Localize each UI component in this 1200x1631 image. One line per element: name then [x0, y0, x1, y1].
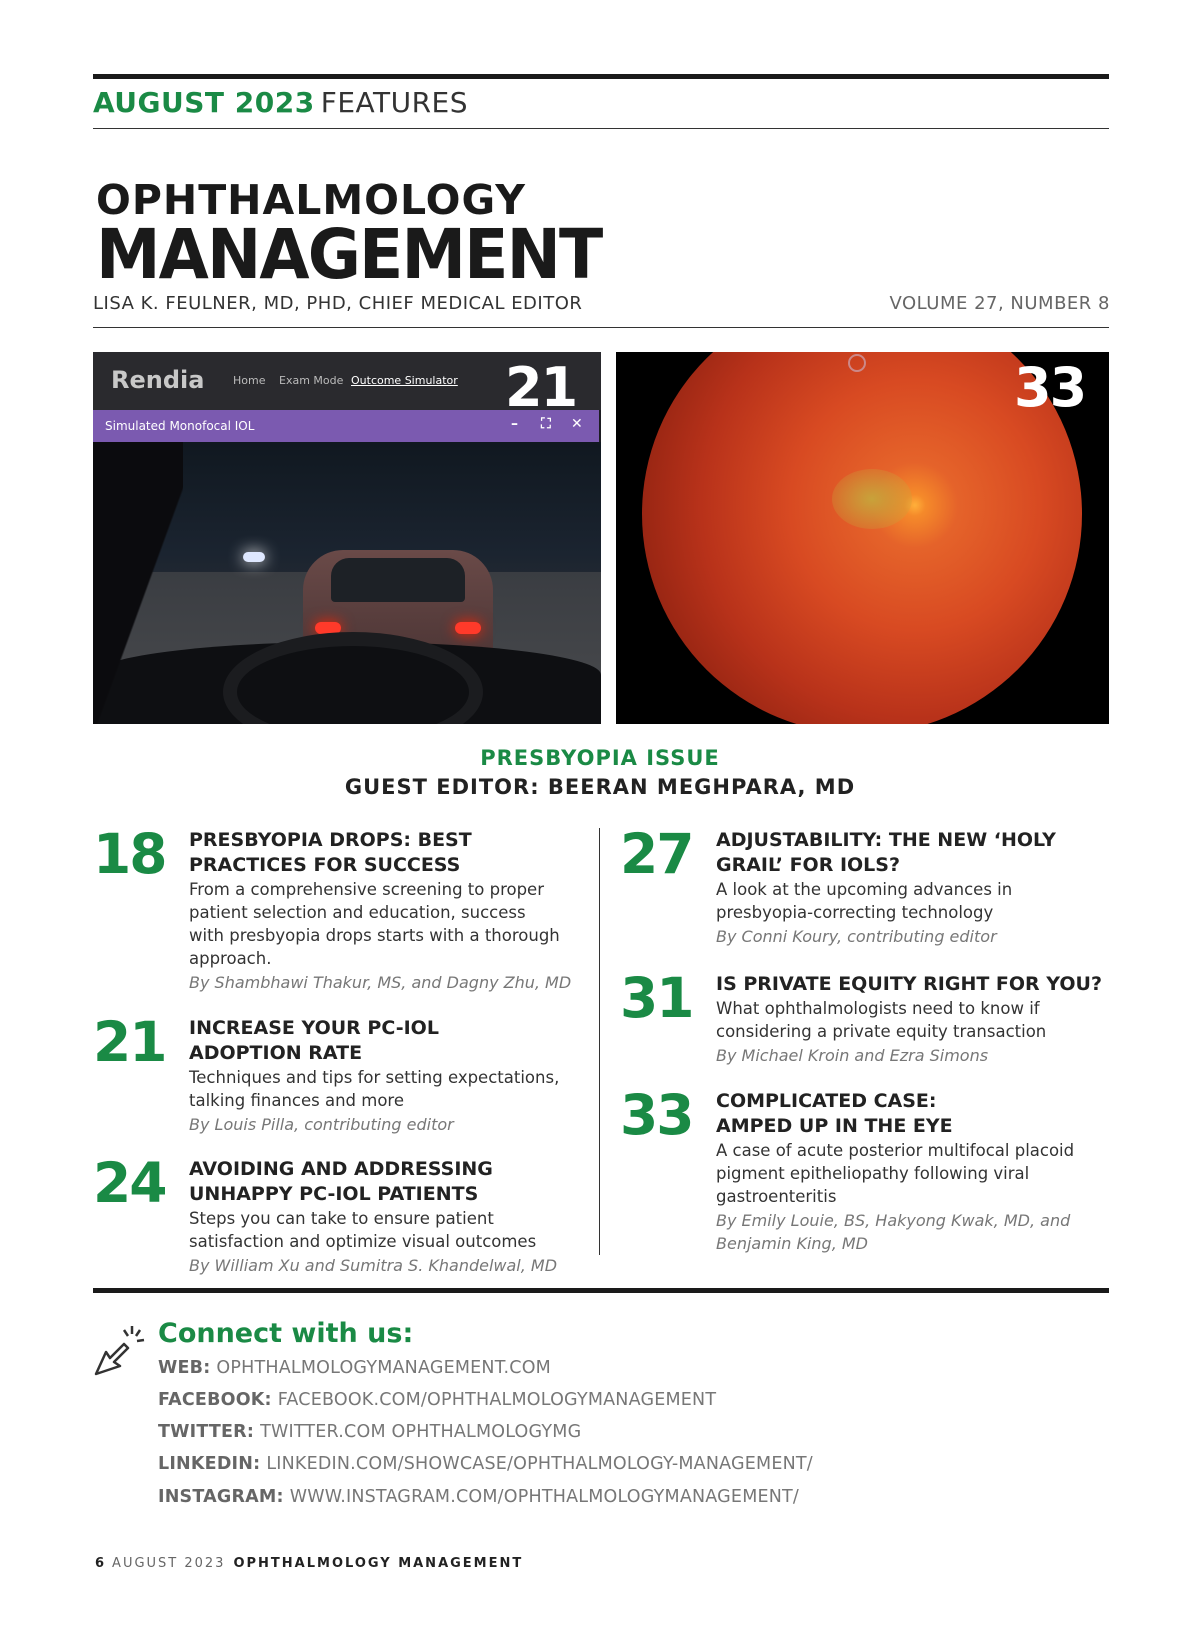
social-link: LINKEDIN.COM/SHOWCASE/OPHTHALMOLOGY-MANAGEMENT/	[266, 1454, 813, 1474]
article-page-number: 21	[93, 1010, 166, 1074]
nav-outcome-simulator: Outcome Simulator	[351, 374, 458, 387]
night-driving-scene	[93, 442, 601, 724]
header-section: FEATURES	[320, 86, 469, 119]
logo-line-1: OPHTHALMOLOGY	[96, 176, 526, 224]
article-title: COMPLICATED CASE: AMPED UP IN THE EYE	[716, 1090, 953, 1137]
article-description: Techniques and tips for setting expectations, talking finances and more	[189, 1068, 560, 1110]
article-byline: By William Xu and Sumitra S. Khandelwal, MD	[189, 1256, 558, 1275]
article-page-number: 31	[620, 966, 693, 1030]
article-byline: By Louis Pilla, contributing editor	[189, 1115, 454, 1134]
article-byline: By Conni Koury, contributing editor	[716, 927, 997, 946]
header-month: AUGUST 2023	[93, 86, 315, 119]
masthead-rule	[93, 327, 1109, 328]
cursor-click-icon	[90, 1322, 150, 1382]
guest-editor: GUEST EDITOR: BEERAN MEGHPARA, MD	[344, 775, 856, 799]
social-instagram[interactable]: INSTAGRAM: WWW.INSTAGRAM.COM/OPHTHALMOLOGYMANAGEMENT/	[158, 1487, 800, 1507]
chief-editor: LISA K. FEULNER, MD, PHD, CHIEF MEDICAL EDITOR	[93, 293, 583, 314]
rendia-logo: Rendia	[111, 366, 205, 394]
zoom-icon	[848, 354, 866, 372]
volume-number: VOLUME 27, NUMBER 8	[889, 293, 1110, 314]
article-title: AVOIDING AND ADDRESSING UNHAPPY PC-IOL PATIENTS	[189, 1158, 493, 1205]
minimize-icon: –	[511, 416, 518, 432]
social-web[interactable]: WEB: OPHTHALMOLOGYMANAGEMENT.COM	[158, 1358, 551, 1378]
panel-title: Simulated Monofocal IOL	[105, 419, 255, 433]
footer-date: AUGUST 2023	[112, 1556, 226, 1571]
fullscreen-icon: ⛶	[541, 416, 551, 432]
section-header	[93, 86, 468, 119]
magazine-logo	[96, 176, 634, 295]
nav-home: Home	[233, 374, 266, 387]
social-link: WWW.INSTAGRAM.COM/OPHTHALMOLOGYMANAGEMENT/	[289, 1487, 800, 1507]
issue-title: PRESBYOPIA ISSUE	[480, 746, 720, 770]
simulator-photo	[93, 352, 601, 724]
nav-exam-mode: Exam Mode	[279, 374, 344, 387]
article-page-number: 33	[620, 1083, 693, 1147]
article-description: A look at the upcoming advances in presbyopia-correcting technology	[716, 880, 1013, 922]
logo-line-2: MANAGEMENT	[96, 215, 602, 295]
top-rule	[93, 74, 1109, 79]
social-facebook[interactable]: FACEBOOK: FACEBOOK.COM/OPHTHALMOLOGYMANAGEMENT	[158, 1390, 717, 1410]
article-description: What ophthalmologists need to know if considering a private equity transaction	[716, 999, 1047, 1041]
article-byline: By Shambhawi Thakur, MS, and Dagny Zhu, MD	[189, 973, 572, 992]
footer-page-number: 6	[95, 1556, 107, 1571]
article-description: From a comprehensive screening to proper patient selection and education, success with presbyopia drops starts with a thorough approach.	[189, 880, 560, 968]
bottom-rule	[93, 1288, 1109, 1293]
social-link: TWITTER.COM OPHTHALMOLOGYMG	[260, 1422, 582, 1442]
header-rule	[93, 128, 1109, 129]
article-byline: By Emily Louie, BS, Hakyong Kwak, MD, and Benjamin King, MD	[716, 1211, 1071, 1253]
article-title: ADJUSTABILITY: THE NEW ‘HOLY GRAIL’ FOR IOLS?	[716, 829, 1056, 876]
close-icon: ✕	[571, 416, 583, 432]
social-twitter[interactable]: TWITTER: TWITTER.COM OPHTHALMOLOGYMG	[158, 1422, 582, 1442]
page-footer	[95, 1556, 523, 1571]
image-page-number-right: 33	[1014, 356, 1086, 419]
article-description: Steps you can take to ensure patient satisfaction and optimize visual outcomes	[189, 1209, 537, 1251]
retina-photo	[616, 352, 1109, 724]
social-linkedin[interactable]: LINKEDIN: LINKEDIN.COM/SHOWCASE/OPHTHALMOLOGY-MANAGEMENT/	[158, 1454, 813, 1474]
article-page-number: 18	[93, 822, 166, 886]
column-divider	[599, 828, 600, 1255]
article-byline: By Michael Kroin and Ezra Simons	[716, 1046, 989, 1065]
article-page-number: 24	[93, 1151, 166, 1215]
article-title: INCREASE YOUR PC-IOL ADOPTION RATE	[189, 1017, 439, 1064]
article-title: IS PRIVATE EQUITY RIGHT FOR YOU?	[716, 973, 1102, 995]
article-title: PRESBYOPIA DROPS: BEST PRACTICES FOR SUCCESS	[189, 829, 472, 876]
connect-title: Connect with us:	[158, 1318, 414, 1349]
article-page-number: 27	[620, 822, 693, 886]
footer-magazine: OPHTHALMOLOGY MANAGEMENT	[233, 1556, 524, 1571]
social-link: FACEBOOK.COM/OPHTHALMOLOGYMANAGEMENT	[277, 1390, 717, 1410]
article-description: A case of acute posterior multifocal placoid pigment epitheliopathy following viral gastroenteritis	[716, 1141, 1075, 1206]
image-page-number-left: 21	[505, 356, 577, 419]
social-link: OPHTHALMOLOGYMANAGEMENT.COM	[216, 1358, 551, 1378]
